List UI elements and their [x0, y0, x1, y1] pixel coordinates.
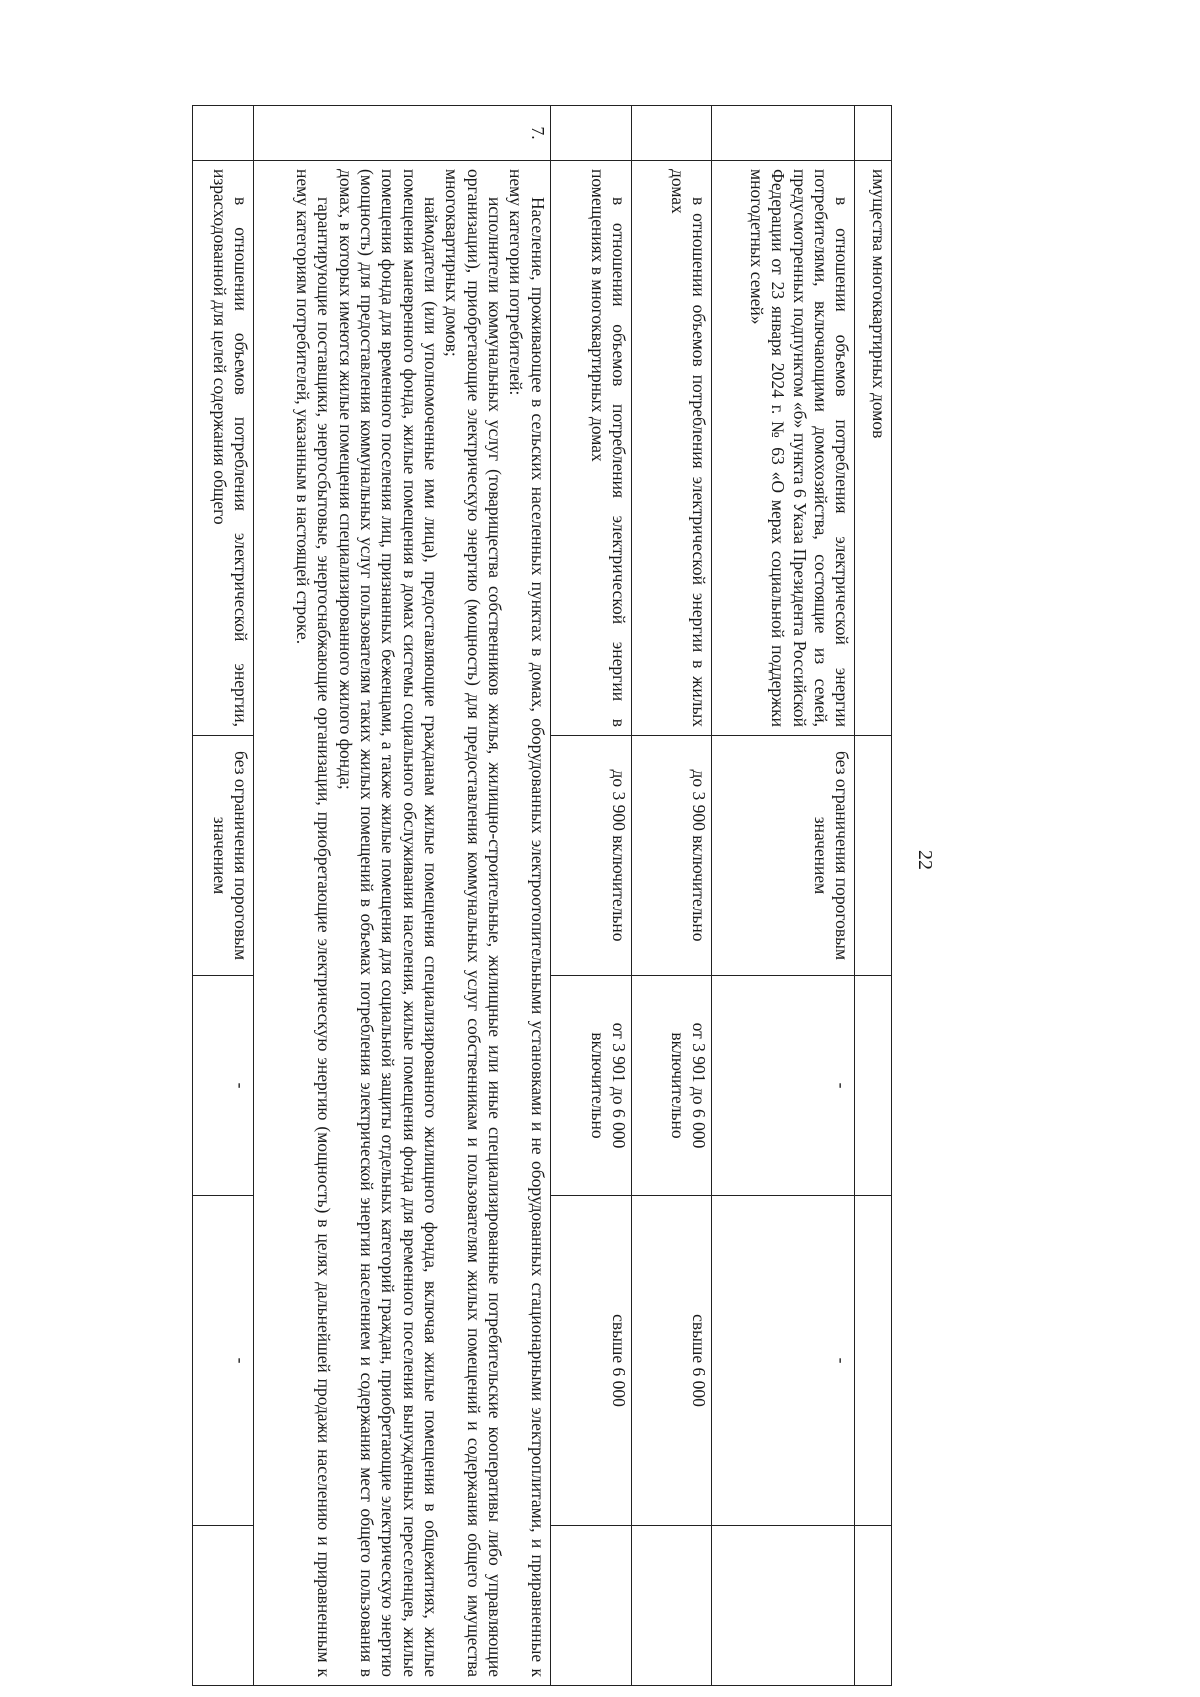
page-number: 22 — [914, 850, 936, 870]
threshold-cell: без ограничения пороговым значением — [712, 736, 855, 976]
table-row — [254, 106, 550, 1686]
row-description: имущества многоквартирных домов — [855, 161, 892, 736]
table-row — [632, 106, 712, 1686]
above-cell: свыше 6 000 — [632, 1196, 712, 1526]
paragraph: Население, проживающее в сельских населенных пунктах в домах, оборудованных электроотопительными установками и не оборудованных стационарными электроплитами, и приравненные к нему категории потребителей: — [506, 169, 548, 1677]
above-cell: - — [712, 1196, 855, 1526]
row-description: в отношении объемов потребления электрической энергии в жилых домах — [667, 169, 710, 727]
range-cell: от 3 901 до 6 000 включительно — [632, 976, 712, 1196]
rotated-page — [190, 105, 1000, 1685]
tariff-table — [192, 105, 892, 1686]
threshold-cell: до 3 900 включительно — [632, 736, 712, 976]
row-description: в отношении объемов потребления электрической энергии в помещениях в многоквартирных домах — [588, 169, 630, 727]
paragraph: гарантирующие поставщики, энергосбытовые, энергоснабжающие организации, приобретающие электрическую энергию (мощность) в целях дальнейшей продажи населению и приравненным к нему категориям потребителей, указанным в настоящей строке. — [292, 169, 335, 1677]
table-row — [855, 106, 892, 1686]
range-cell: от 3 901 до 6 000 включительно — [550, 976, 632, 1196]
above-cell: свыше 6 000 — [550, 1196, 632, 1526]
range-cell: - — [712, 976, 855, 1196]
paragraph: наймодатели (или уполномоченные ими лица), предоставляющие гражданам жилые помещения специализированного жилищного фонда, включая жилые помещения в общежитиях, жилые помещения маневренного фонда, жилые помещения в домах системы социального обслуживания населения, жилые помещения фонда для временного поселения вынужденных переселенцев, жилые помещения фонда для временного поселения лиц, признанных беженцами, а также жилые помещения для социальной защиты отдельных категорий граждан, приобретающие электрическую энергию (мощность) для предоставления коммунальных услуг пользователям таких жилых помещений в объемах потребления электрической энергии населением и содержания мест общего пользования в домах, в которых имеются жилые помещения специализированного жилого фонда; — [335, 169, 441, 1677]
row-description: в отношении объемов потребления электрической энергии, израсходованной для целей содержания общего — [210, 169, 252, 727]
paragraph: исполнители коммунальных услуг (товарищества собственников жилья, жилищно-строительные, жилищные или иные специализированные потребительские кооперативы либо управляющие организации), приобретающие электрическую энергию (мощность) для предоставления коммунальных услуг собственникам и пользователям жилых помещений и содержания общего имущества многоквартирных домов; — [442, 169, 506, 1677]
table-row — [193, 106, 254, 1686]
table-row — [712, 106, 855, 1686]
range-cell: - — [193, 976, 254, 1196]
category-description — [254, 161, 550, 1686]
row-description: в отношении объемов потребления электрической энергии потребителями, включающими домохозяйства, состоящие из семей, предусмотренных подпунктом «б» пункта 6 Указа Президента Российской Федерации от 23 января 2024 г. № 63 «О мерах социальной поддержки многодетных семей» — [746, 169, 853, 727]
threshold-cell: до 3 900 включительно — [550, 736, 632, 976]
table-row — [550, 106, 632, 1686]
row-number: 7. — [254, 106, 550, 161]
above-cell: - — [193, 1196, 254, 1526]
threshold-cell: без ограничения пороговым значением — [193, 736, 254, 976]
